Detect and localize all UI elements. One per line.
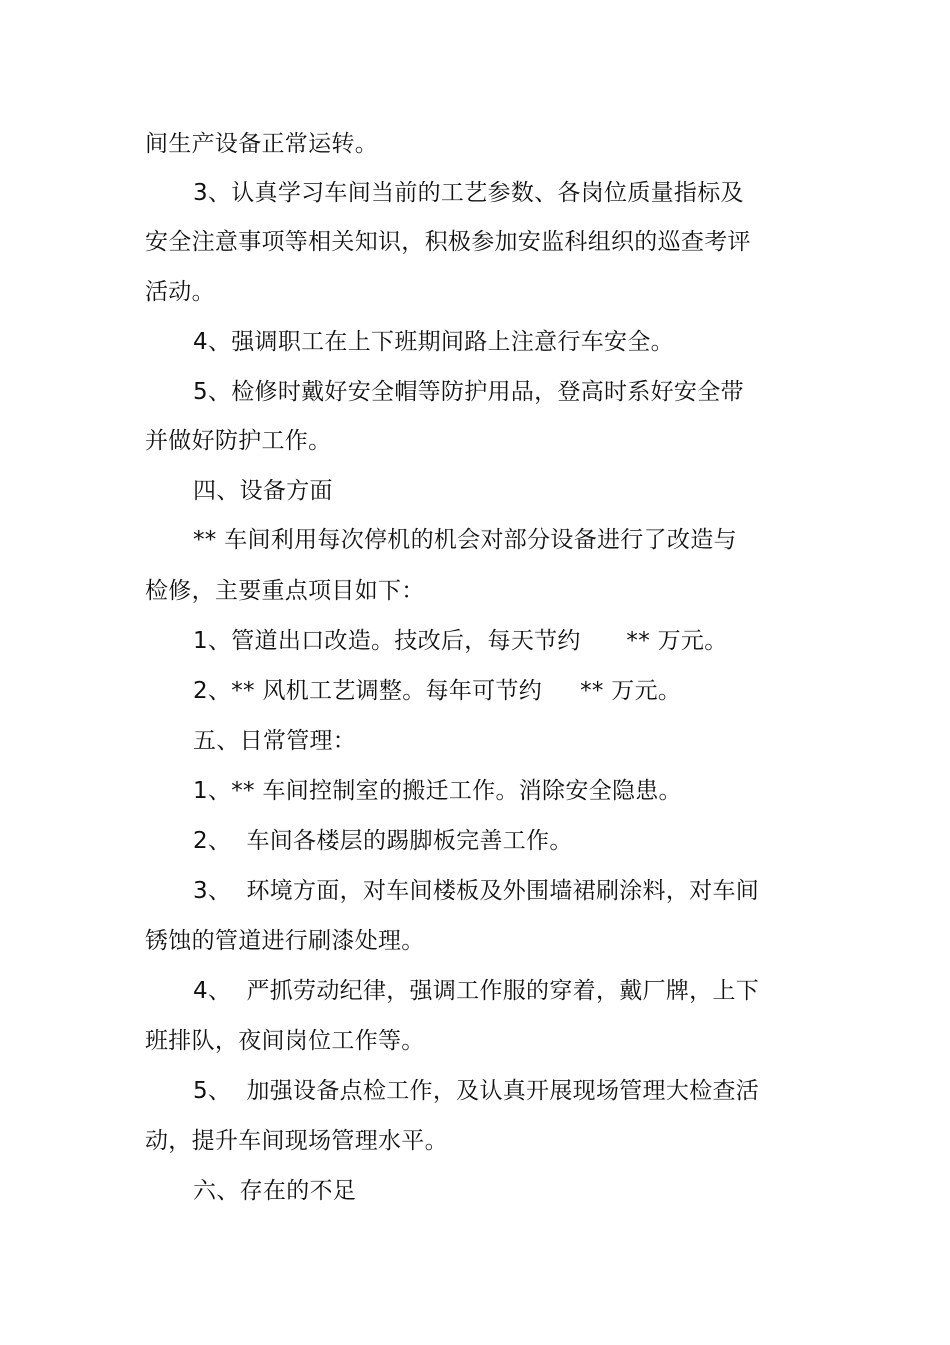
text-line: 班排队，夜间岗位工作等。	[145, 1028, 425, 1054]
text-line: 检修，主要重点项目如下：	[145, 578, 425, 604]
text-line: 活动。	[145, 279, 215, 305]
section-heading: 四、设备方面	[193, 478, 333, 504]
text-line: 间生产设备正常运转。	[145, 131, 378, 157]
text-line: 锈蚀的管道进行刷漆处理。	[145, 928, 425, 954]
text-line: 3、认真学习车间当前的工艺参数、各岗位质量指标及	[193, 180, 744, 206]
text-line: 1、管道出口改造。技改后，每天节约 ** 万元。	[193, 628, 728, 654]
text-line: 5、 加强设备点检工作，及认真开展现场管理大检查活	[193, 1078, 760, 1104]
text-line: 2、** 风机工艺调整。每年可节约 ** 万元。	[193, 678, 682, 704]
text-line: 5、检修时戴好安全帽等防护用品，登高时系好安全带	[193, 379, 744, 405]
text-line: 2、 车间各楼层的踢脚板完善工作。	[193, 828, 573, 854]
text-line: 3、 环境方面，对车间楼板及外围墙裙刷涂料，对车间	[193, 878, 760, 904]
text-line: 并做好防护工作。	[145, 428, 332, 454]
text-line: ** 车间利用每次停机的机会对部分设备进行了改造与	[193, 527, 737, 553]
text-line: 动，提升车间现场管理水平。	[145, 1128, 448, 1154]
text-line: 4、强调职工在上下班期间路上注意行车安全。	[193, 329, 674, 355]
text-line: 4、 严抓劳动纪律，强调工作服的穿着，戴厂牌，上下	[193, 978, 760, 1004]
text-line: 1、** 车间控制室的搬迁工作。消除安全隐患。	[193, 778, 682, 804]
text-line: 安全注意事项等相关知识，积极参加安监科组织的巡查考评	[145, 229, 751, 255]
section-heading: 五、日常管理：	[193, 728, 357, 754]
section-heading: 六、存在的不足	[193, 1178, 357, 1204]
